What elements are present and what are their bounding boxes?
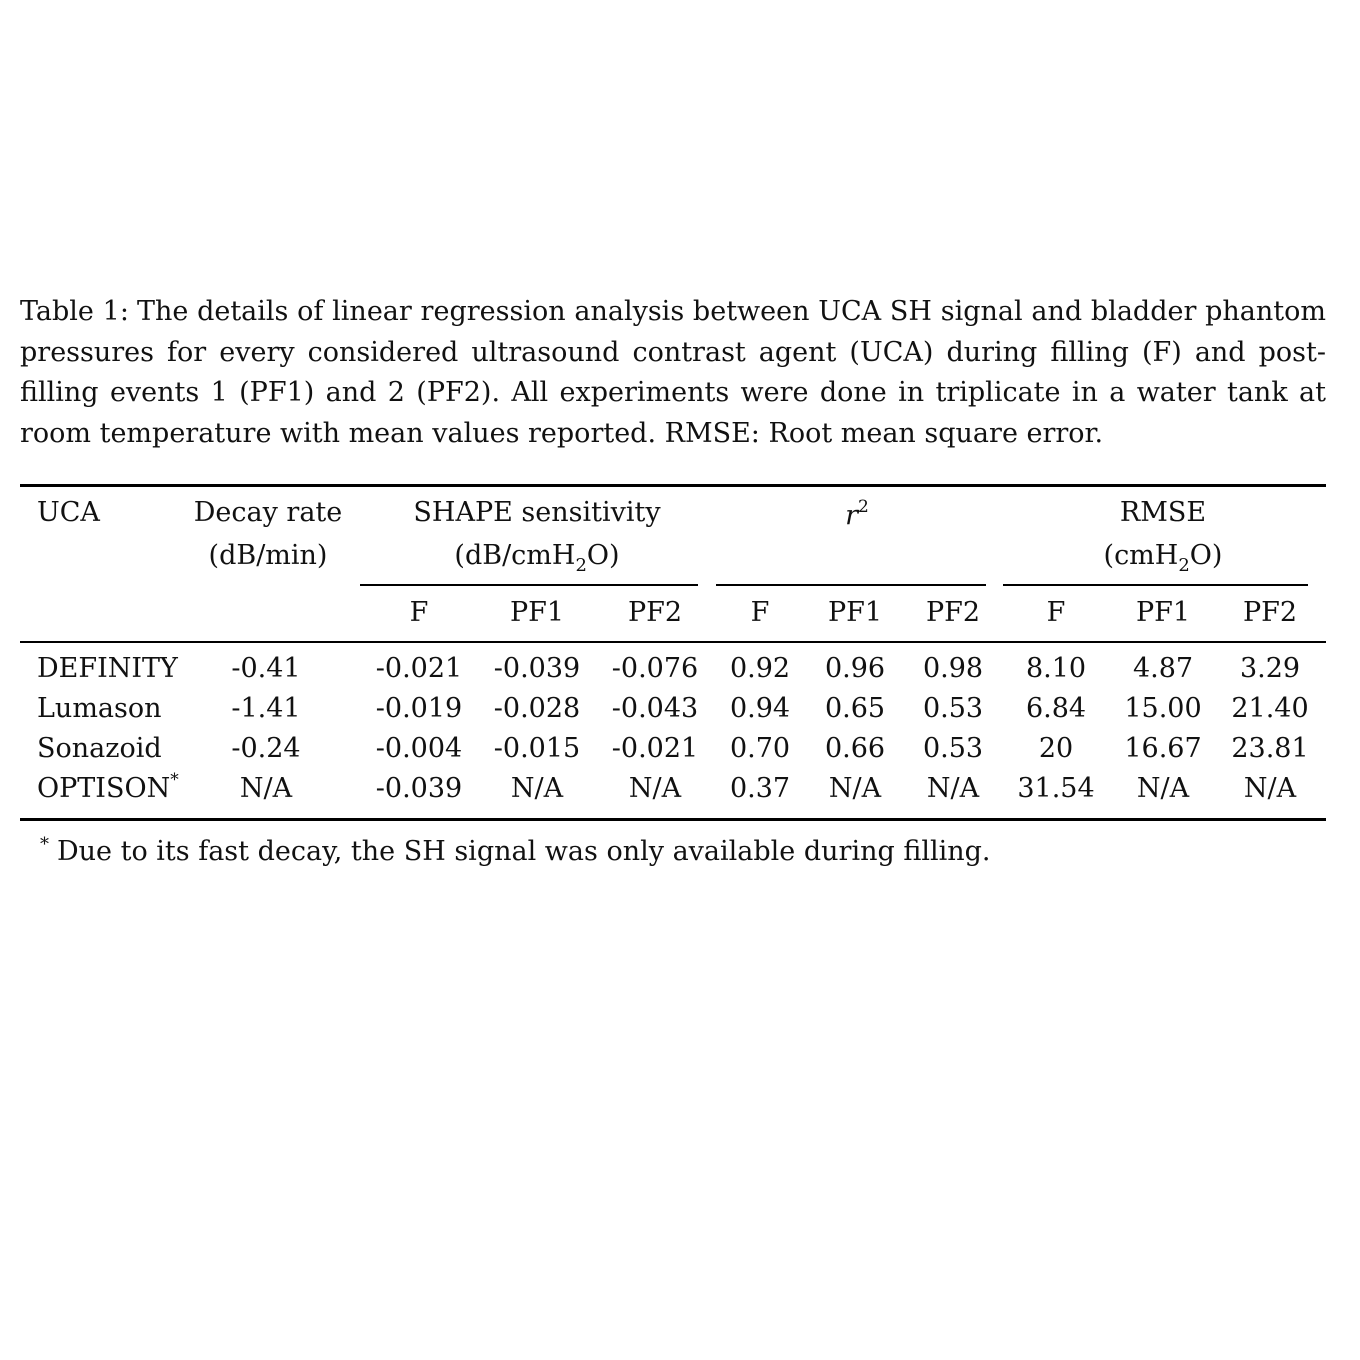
subheader-r2-f: F [750, 597, 770, 628]
table-top-rule [20, 484, 1326, 487]
row-uca-name: Sonazoid [37, 733, 162, 764]
row-rmse-f: 20 [1038, 733, 1074, 764]
row-uca-name: OPTISON* [37, 770, 179, 804]
subheader-rmse-pf2: PF2 [1242, 597, 1298, 628]
header-shape-unit: (dB/cmH$_2$O) [454, 540, 620, 576]
header-rmse: RMSE [1119, 497, 1207, 528]
row-shape-pf1: -0.039 [493, 653, 581, 684]
table-caption [20, 292, 1326, 454]
row-r2-f: 0.70 [729, 733, 791, 764]
row-rmse-f: 8.10 [1025, 653, 1087, 684]
row-uca-name: Lumason [37, 693, 162, 724]
row-r2-f: 0.37 [729, 773, 791, 804]
header-r-squared: $r^2$ [845, 497, 869, 531]
row-decay-rate: -0.41 [231, 653, 301, 684]
header-decay-rate: Decay rate [193, 497, 343, 528]
row-shape-f: -0.019 [375, 693, 463, 724]
row-rmse-f: 31.54 [1017, 773, 1095, 804]
caption-text: The details of linear regression analysis between UCA SH signal and bladder phantom pressures for every considered ultrasound contrast agent (UCA) during filling (F) and post-filling events 1 (PF1) and 2 (PF2). All experiments were done in triplicate in a water tank at room temperature with mean values reported. RMSE: Root mean square error. [20, 296, 1326, 449]
row-shape-pf2: -0.021 [611, 733, 699, 764]
row-rmse-pf2: 23.81 [1231, 733, 1309, 764]
row-shape-pf2: -0.076 [611, 653, 699, 684]
header-decay-unit: (dB/min) [208, 540, 328, 571]
header-uca: UCA [37, 497, 100, 528]
header-shape-sensitivity: SHAPE sensitivity [413, 497, 661, 528]
footnote-marker: * [170, 770, 179, 790]
subheader-r2-pf2: PF2 [925, 597, 981, 628]
table-bottom-rule [20, 818, 1326, 821]
row-shape-pf1: -0.028 [493, 693, 581, 724]
subheader-r2-pf1: PF1 [827, 597, 883, 628]
row-r2-f: 0.92 [729, 653, 791, 684]
row-rmse-pf1: 15.00 [1124, 693, 1202, 724]
row-shape-pf1: -0.015 [493, 733, 581, 764]
header-rmse-unit: (cmH$_2$O) [1103, 540, 1223, 576]
row-shape-f: -0.039 [375, 773, 463, 804]
row-rmse-pf1: 16.67 [1124, 733, 1202, 764]
row-decay-rate: N/A [239, 773, 293, 804]
row-r2-pf1: 0.96 [824, 653, 886, 684]
row-shape-pf1: N/A [510, 773, 564, 804]
caption-label: Table 1: [20, 296, 129, 327]
r2-group-rule [716, 584, 986, 586]
row-r2-pf2: N/A [926, 773, 980, 804]
row-shape-pf2: N/A [628, 773, 682, 804]
row-shape-pf2: -0.043 [611, 693, 699, 724]
subheader-shape-pf1: PF1 [509, 597, 565, 628]
row-rmse-pf1: N/A [1136, 773, 1190, 804]
subheader-shape-pf2: PF2 [627, 597, 683, 628]
row-shape-f: -0.004 [375, 733, 463, 764]
subheader-shape-f: F [409, 597, 429, 628]
rmse-group-rule [1003, 584, 1308, 586]
row-decay-rate: -0.24 [231, 733, 301, 764]
row-rmse-pf2: 3.29 [1239, 653, 1301, 684]
row-rmse-f: 6.84 [1025, 693, 1087, 724]
row-r2-pf2: 0.53 [922, 733, 984, 764]
subheader-rmse-pf1: PF1 [1135, 597, 1191, 628]
row-r2-pf1: 0.65 [824, 693, 886, 724]
subheader-rmse-f: F [1046, 597, 1066, 628]
row-rmse-pf2: N/A [1243, 773, 1297, 804]
shape-group-rule [360, 584, 698, 586]
row-r2-pf2: 0.98 [922, 653, 984, 684]
table-header-rule [20, 641, 1326, 643]
table-footnote [40, 836, 991, 871]
row-rmse-pf2: 21.40 [1231, 693, 1309, 724]
row-rmse-pf1: 4.87 [1132, 653, 1194, 684]
row-decay-rate: -1.41 [231, 693, 301, 724]
row-r2-pf2: 0.53 [922, 693, 984, 724]
footnote-text: Due to its fast decay, the SH signal was only available during filling. [57, 836, 991, 867]
row-r2-pf1: 0.66 [824, 733, 886, 764]
row-shape-f: -0.021 [375, 653, 463, 684]
row-r2-f: 0.94 [729, 693, 791, 724]
footnote-star: * [40, 834, 49, 855]
row-r2-pf1: N/A [828, 773, 882, 804]
row-uca-name: DEFINITY [37, 653, 178, 684]
